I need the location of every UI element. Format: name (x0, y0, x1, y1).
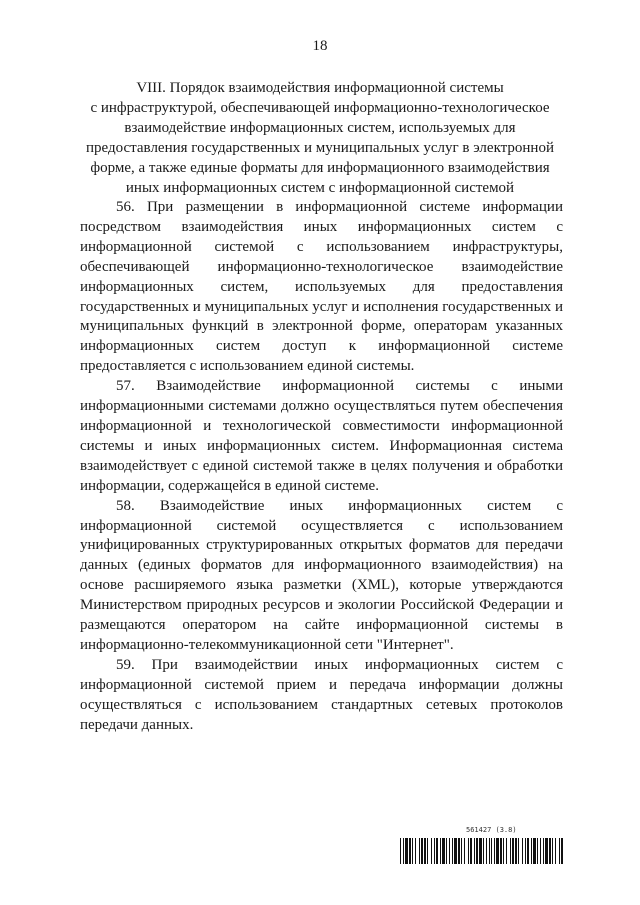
barcode-icon (400, 838, 563, 864)
heading-line: VIII. Порядок взаимодействия информационной системы (136, 80, 504, 96)
paragraph-56: 56. При размещении в информационной системе информации посредством взаимодействия иных информационных систем с информационной системой с использованием инфраструктуры, обеспечивающей информационно-технологическое взаимодействие информационных систем, используемых для предоставления государственных и муниципальных услуг и исполнения государственных и муниципальных функций в электронной форме, операторам указанных информационных систем доступ к информационной системе предоставляется с использованием единой системы. (80, 199, 563, 375)
document-code: 561427 (3.8) (466, 826, 517, 834)
body-text (80, 198, 563, 735)
paragraph-58: 58. Взаимодействие иных информационных систем с информационной системой осуществляется с использованием унифицированных структурированных открытых форматов для передачи данных (единых форматов для информационного взаимодействия) на основе расширяемого языка разметки (XML), которые утверждаются Министерством природных ресурсов и экологии Российской Федерации и размещаются оператором на сайте информационной системы в информационно-телекоммуникационной сети "Интернет". (80, 497, 563, 653)
section-heading (70, 78, 570, 198)
heading-line: иных информационных систем с информационной системой (125, 180, 515, 196)
heading-line: предоставления государственных и муниципальных услуг в электронной (86, 140, 554, 156)
paragraph-59: 59. При взаимодействии иных информационных систем с информационной системой прием и передача информации должны осуществляться с использованием стандартных сетевых протоколов передачи данных. (80, 656, 563, 733)
heading-line: с инфраструктурой, обеспечивающей информационно-технологическое (90, 100, 550, 116)
heading-line: форме, а также единые форматы для информационного взаимодействия (90, 160, 550, 176)
heading-line: взаимодействие информационных систем, используемых для (124, 120, 516, 136)
paragraph-57: 57. Взаимодействие информационной системы с иными информационными системами должно осуществляться путем обеспечения информационной и технологической совместимости информационной системы и иных информационных систем. Информационная система взаимодействует с единой системой также в целях получения и обработки информации, содержащейся в единой системе. (80, 378, 563, 494)
page-number: 18 (312, 38, 328, 54)
